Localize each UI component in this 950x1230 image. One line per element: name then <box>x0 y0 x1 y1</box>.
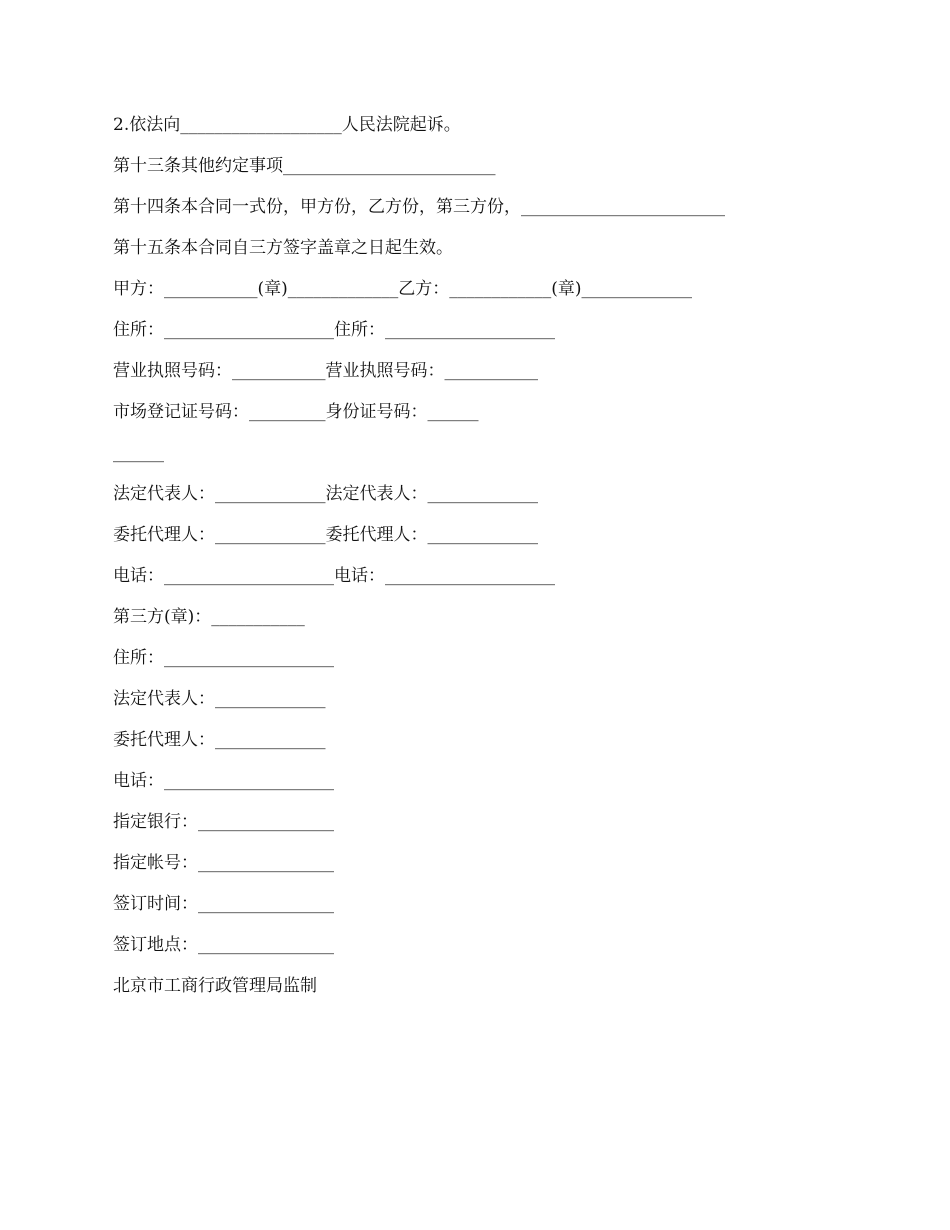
clause-lawsuit-court: 2.依法向___________________人民法院起诉。 <box>113 115 461 135</box>
clause-14-copies: 第十四条本合同一式份，甲方份，乙方份，第三方份，________________________ <box>113 197 725 217</box>
address-line: 住所：____________________住所：____________________ <box>113 320 555 340</box>
contract-body <box>113 112 853 1014</box>
signing-time-line: 签订时间：________________ <box>113 894 334 914</box>
party-a-b-seal-line: 甲方：___________(章)_____________乙方：____________(章)_____________ <box>113 279 693 299</box>
third-party-legal-rep-line: 法定代表人：_____________ <box>113 689 326 709</box>
phone-line: 电话：____________________电话：____________________ <box>113 566 555 586</box>
id-continuation-line: ______ <box>113 443 164 463</box>
issuer-line: 北京市工商行政管理局监制 <box>113 976 317 996</box>
clause-15-effective: 第十五条本合同自三方签字盖章之日起生效。 <box>113 238 453 258</box>
signing-place-line: 签订地点：________________ <box>113 935 334 955</box>
authorized-agent-line: 委托代理人：_____________委托代理人：_____________ <box>113 525 538 545</box>
third-party-agent-line: 委托代理人：_____________ <box>113 730 326 750</box>
designated-bank-line: 指定银行：________________ <box>113 812 334 832</box>
market-registration-id-line: 市场登记证号码：_________身份证号码：______ <box>113 402 479 422</box>
third-party-address-line: 住所：____________________ <box>113 648 334 668</box>
business-license-line: 营业执照号码：___________营业执照号码：___________ <box>113 361 538 381</box>
designated-account-line: 指定帐号：________________ <box>113 853 334 873</box>
third-party-phone-line: 电话：____________________ <box>113 771 334 791</box>
third-party-seal-line: 第三方(章)：___________ <box>113 607 305 627</box>
clause-13-other-terms: 第十三条其他约定事项_________________________ <box>113 156 496 176</box>
legal-representative-line: 法定代表人：_____________法定代表人：_____________ <box>113 484 538 504</box>
